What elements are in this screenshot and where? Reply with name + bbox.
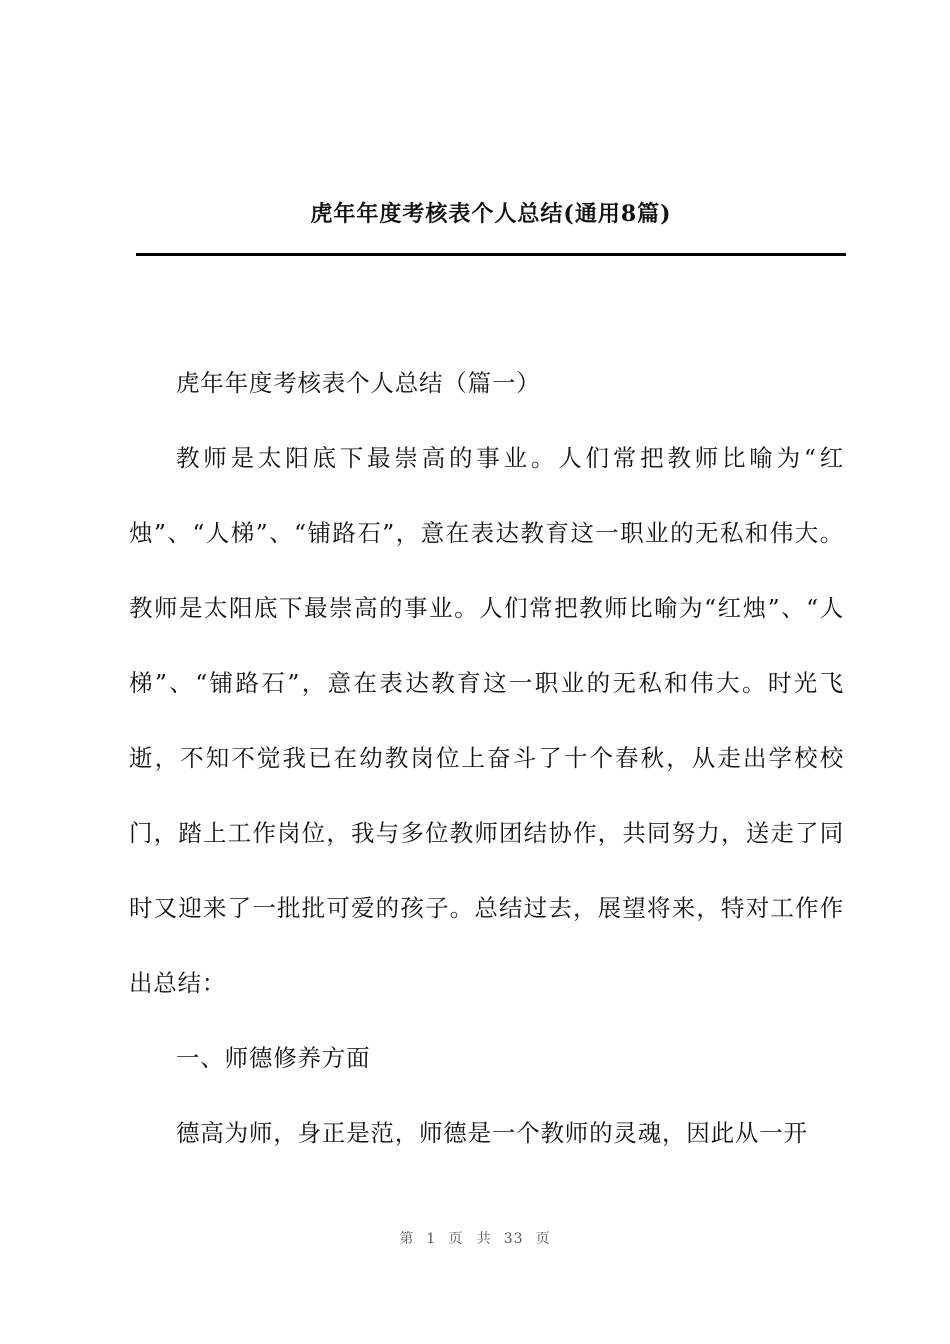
footer-label-of: 页 共 [448,1231,492,1247]
document-body [129,346,844,1171]
title-divider [136,253,846,256]
body-paragraph: 教师是太阳底下最崇高的事业。人们常把教师比喻为“红烛”、“人梯”、“铺路石”，意在表达教育这一职业的无私和伟大。教师是太阳底下最崇高的事业。人们常把教师比喻为“红烛”、“人梯”、“铺路石”，意在表达教育这一职业的无私和伟大。时光飞逝，不知不觉我已在幼教岗位上奋斗了十个春秋，从走出学校校门，踏上工作岗位，我与多位教师团结协作，共同努力，送走了同时又迎来了一批批可爱的孩子。总结过去，展望将来，特对工作作出总结： [129,444,844,997]
page-footer [0,1228,950,1248]
footer-label-page: 第 [399,1231,415,1247]
document-title: 虎年年度考核表个人总结(通用8篇) [310,201,672,227]
footer-total-pages: 33 [503,1231,524,1247]
footer-label-pages: 页 [535,1231,551,1247]
footer-page-number: 1 [426,1231,437,1247]
subsection-heading: 一、师德修养方面 [176,1044,371,1072]
section-heading: 虎年年度考核表个人总结（篇一） [176,369,541,397]
body-paragraph: 德高为师，身正是范，师德是一个教师的灵魂，因此从一开 [176,1119,808,1147]
